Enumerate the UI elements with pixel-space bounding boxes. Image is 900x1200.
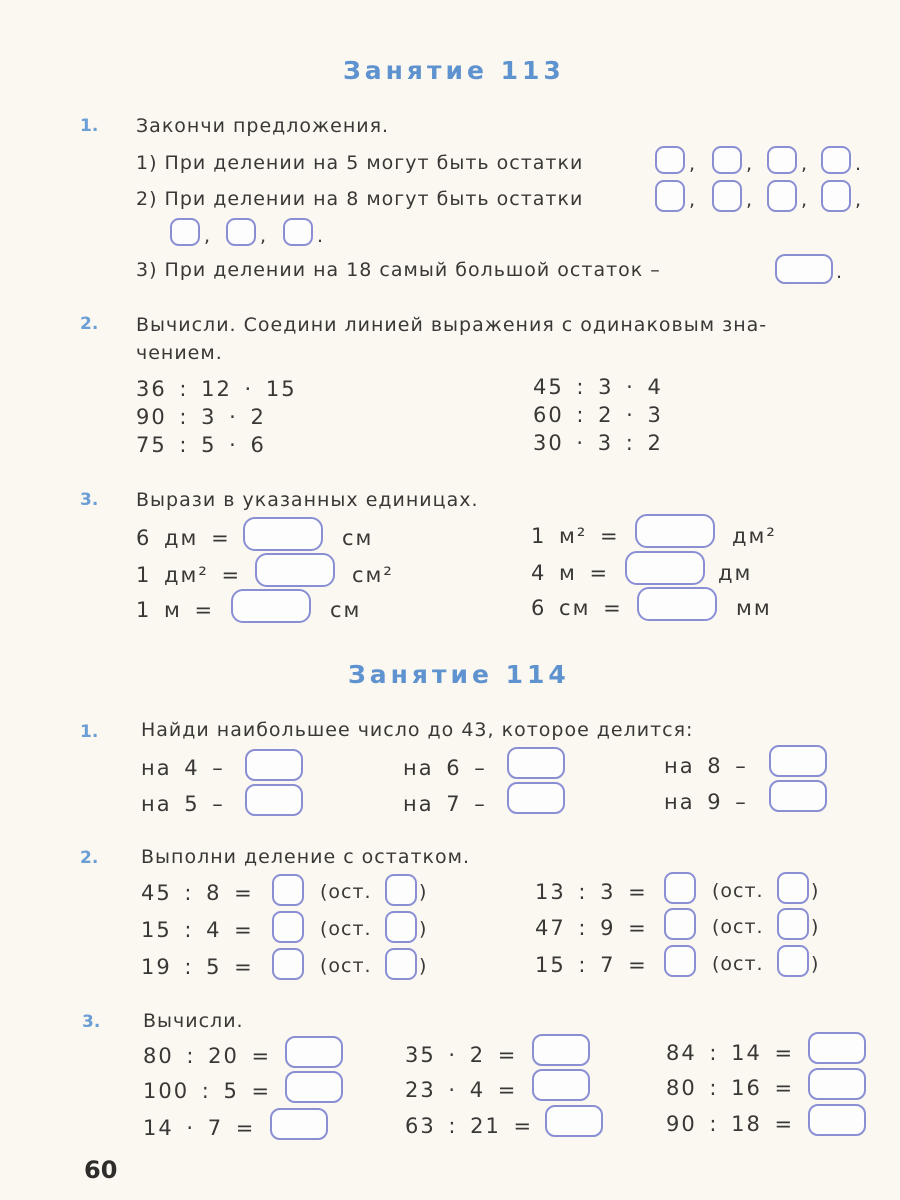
division-expression: 45 : 8 =: [141, 881, 254, 905]
answer-box[interactable]: [245, 784, 303, 816]
task-instruction-cont: чением.: [136, 342, 223, 364]
answer-box[interactable]: [712, 180, 742, 212]
sentence-1: 1) При делении на 5 могут быть остатки: [136, 152, 584, 174]
comma: ,: [801, 153, 808, 175]
comma: ,: [689, 153, 696, 175]
conversion-lhs: 6 см =: [531, 596, 623, 620]
answer-box[interactable]: [285, 1071, 343, 1103]
division-expression: 15 : 4 =: [141, 918, 254, 942]
remainder-box[interactable]: [385, 874, 417, 906]
remainder-label: (ост.: [712, 953, 764, 975]
answer-box[interactable]: [255, 553, 335, 587]
answer-box[interactable]: [285, 1036, 343, 1068]
task-number: 3.: [80, 490, 99, 510]
answer-box[interactable]: [767, 180, 797, 212]
remainder-label: (ост.: [320, 955, 372, 977]
answer-box[interactable]: [532, 1034, 590, 1066]
computation-expression: 90 : 18 =: [666, 1112, 795, 1136]
remainder-close: ): [811, 953, 820, 975]
division-expression: 47 : 9 =: [535, 916, 648, 940]
computation-expression: 35 · 2 =: [405, 1043, 518, 1067]
computation-expression: 84 : 14 =: [666, 1041, 795, 1065]
remainder-close: ): [811, 880, 820, 902]
conversion-lhs: 6 дм =: [136, 526, 231, 550]
computation-expression: 100 : 5 =: [143, 1079, 272, 1103]
answer-box[interactable]: [637, 587, 717, 621]
answer-box[interactable]: [821, 146, 851, 174]
answer-box[interactable]: [769, 780, 827, 812]
divisor-item: на 6 –: [403, 756, 487, 780]
computation-expression: 14 · 7 =: [143, 1116, 256, 1140]
conversion-lhs: 1 м² =: [531, 524, 620, 548]
task-instruction: Выполни деление с остатком.: [141, 846, 471, 868]
answer-box[interactable]: [775, 254, 833, 284]
unit-label: дм²: [732, 524, 777, 548]
computation-expression: 63 : 21 =: [405, 1114, 534, 1138]
remainder-close: ): [419, 918, 428, 940]
task-instruction: Вычисли. Соедини линией выражения с одинаковым зна-: [136, 314, 768, 336]
answer-box[interactable]: [170, 218, 200, 246]
task-number: 2.: [80, 314, 99, 334]
quotient-box[interactable]: [664, 908, 696, 940]
expression-right[interactable]: 45 : 3 · 4: [533, 375, 663, 399]
computation-expression: 80 : 16 =: [666, 1076, 795, 1100]
division-expression: 15 : 7 =: [535, 953, 648, 977]
answer-box[interactable]: [245, 749, 303, 781]
expression-right[interactable]: 30 · 3 : 2: [533, 431, 663, 455]
task-number: 1.: [80, 722, 99, 742]
unit-label: см: [330, 598, 362, 622]
task-instruction: Закончи предложения.: [136, 115, 390, 137]
task-instruction: Вычисли.: [143, 1010, 244, 1032]
expression-left[interactable]: 36 : 12 · 15: [136, 377, 297, 401]
conversion-lhs: 1 дм² =: [136, 563, 242, 587]
answer-box[interactable]: [243, 517, 323, 551]
expression-left[interactable]: 75 : 5 · 6: [136, 433, 266, 457]
quotient-box[interactable]: [272, 911, 304, 943]
answer-box[interactable]: [767, 146, 797, 174]
remainder-box[interactable]: [777, 945, 809, 977]
task-instruction: Найди наибольшее число до 43, которое делится:: [141, 719, 694, 741]
remainder-label: (ост.: [712, 880, 764, 902]
expression-right[interactable]: 60 : 2 · 3: [533, 403, 663, 427]
answer-box[interactable]: [808, 1032, 866, 1064]
answer-box[interactable]: [532, 1069, 590, 1101]
comma: ,: [746, 189, 753, 211]
answer-box[interactable]: [231, 589, 311, 623]
remainder-box[interactable]: [385, 948, 417, 980]
page-number: 60: [84, 1156, 118, 1184]
answer-box[interactable]: [712, 146, 742, 174]
answer-box[interactable]: [635, 514, 715, 548]
sentence-2: 2) При делении на 8 могут быть остатки: [136, 188, 584, 210]
answer-box[interactable]: [769, 745, 827, 777]
comma: ,: [801, 189, 808, 211]
conversion-lhs: 1 м =: [136, 598, 215, 622]
remainder-close: ): [811, 916, 820, 938]
divisor-item: на 7 –: [403, 792, 487, 816]
quotient-box[interactable]: [664, 945, 696, 977]
unit-label: мм: [736, 596, 772, 620]
answer-box[interactable]: [545, 1105, 603, 1137]
period: .: [317, 225, 324, 247]
answer-box[interactable]: [808, 1104, 866, 1136]
task-number: 1.: [80, 116, 99, 136]
comma: ,: [689, 189, 696, 211]
task-number: 3.: [82, 1012, 101, 1032]
answer-box[interactable]: [655, 180, 685, 212]
comma: ,: [746, 153, 753, 175]
answer-box[interactable]: [507, 782, 565, 814]
answer-box[interactable]: [655, 146, 685, 174]
period: .: [836, 261, 843, 283]
task-number: 2.: [80, 848, 99, 868]
sentence-3: 3) При делении на 18 самый большой остаток –: [136, 259, 661, 281]
division-expression: 13 : 3 =: [535, 880, 648, 904]
answer-box[interactable]: [625, 551, 705, 585]
comma: ,: [855, 189, 862, 211]
answer-box[interactable]: [808, 1068, 866, 1100]
remainder-box[interactable]: [385, 911, 417, 943]
answer-box[interactable]: [821, 180, 851, 212]
answer-box[interactable]: [507, 747, 565, 779]
divisor-item: на 9 –: [664, 790, 748, 814]
conversion-lhs: 4 м =: [531, 561, 610, 585]
remainder-close: ): [419, 955, 428, 977]
remainder-box[interactable]: [777, 908, 809, 940]
divisor-item: на 4 –: [141, 756, 225, 780]
comma: ,: [260, 225, 267, 247]
expression-left[interactable]: 90 : 3 · 2: [136, 405, 266, 429]
quotient-box[interactable]: [272, 948, 304, 980]
remainder-label: (ост.: [712, 916, 764, 938]
lesson-113-title: Занятие 113: [343, 56, 565, 85]
answer-box[interactable]: [283, 218, 313, 246]
remainder-label: (ост.: [320, 918, 372, 940]
remainder-close: ): [419, 881, 428, 903]
computation-expression: 23 · 4 =: [405, 1078, 518, 1102]
division-expression: 19 : 5 =: [141, 955, 254, 979]
unit-label: см²: [352, 563, 394, 587]
comma: ,: [204, 225, 211, 247]
unit-label: дм: [718, 561, 753, 585]
remainder-label: (ост.: [320, 881, 372, 903]
quotient-box[interactable]: [272, 874, 304, 906]
lesson-114-title: Занятие 114: [348, 660, 570, 689]
divisor-item: на 8 –: [664, 754, 748, 778]
unit-label: см: [342, 526, 374, 550]
divisor-item: на 5 –: [141, 792, 225, 816]
remainder-box[interactable]: [777, 872, 809, 904]
quotient-box[interactable]: [664, 872, 696, 904]
task-instruction: Вырази в указанных единицах.: [136, 489, 479, 511]
answer-box[interactable]: [226, 218, 256, 246]
period: .: [855, 153, 862, 175]
answer-box[interactable]: [270, 1108, 328, 1140]
computation-expression: 80 : 20 =: [143, 1044, 272, 1068]
